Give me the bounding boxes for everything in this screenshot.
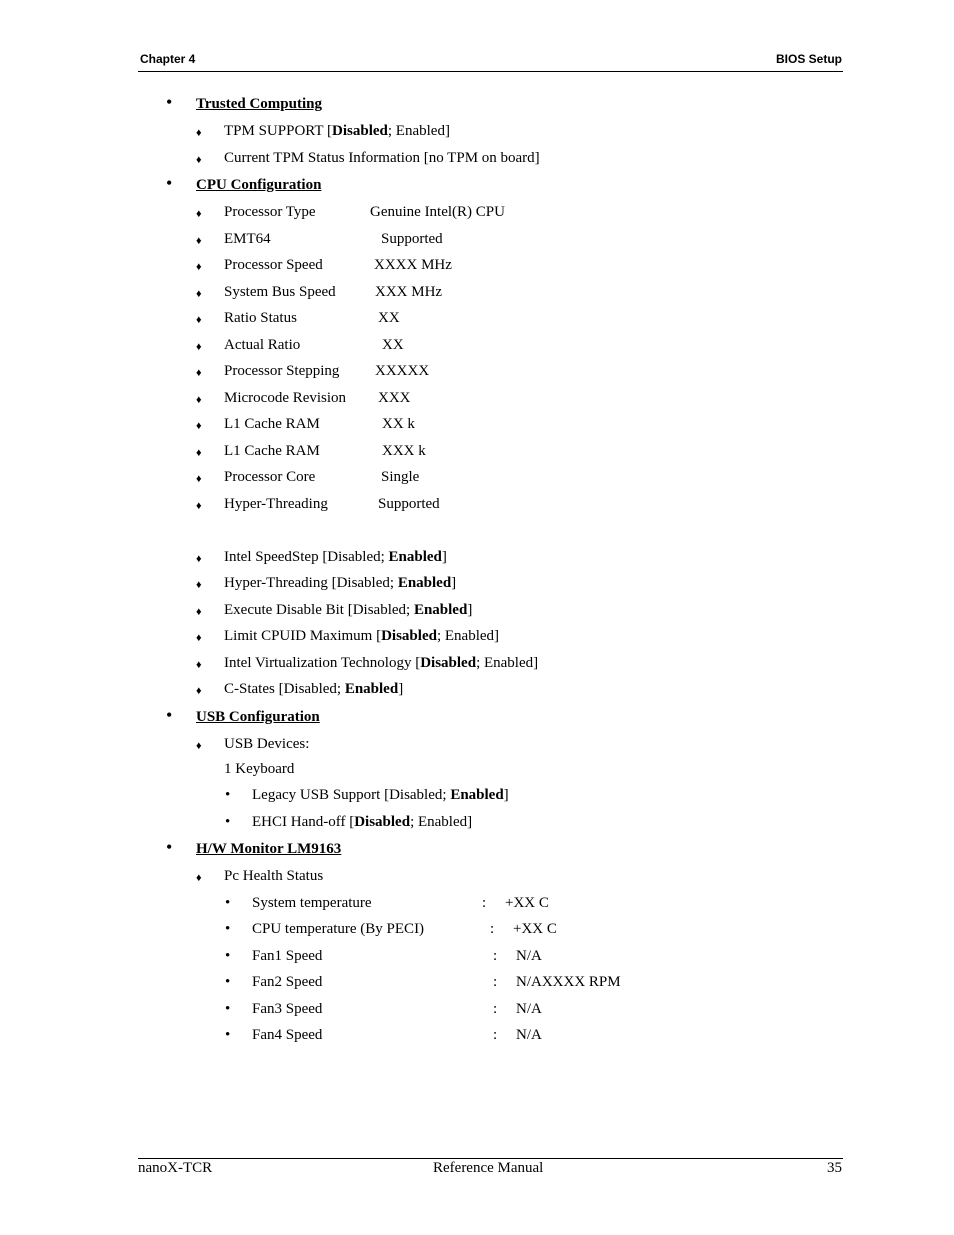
usb-legacy-option: Legacy USB Support [Disabled; Enabled] [252, 787, 509, 803]
diamond-bullet-icon: ♦ [196, 367, 202, 379]
hw-item-value: N/A [516, 1027, 542, 1043]
sub-bullet: • [225, 948, 231, 964]
cpu-info-label: EMT64 [224, 231, 271, 247]
section-title-trusted: Trusted Computing [196, 96, 322, 112]
section-bullet: • [166, 705, 173, 725]
diamond-bullet-icon: ♦ [196, 288, 202, 300]
cpu-option: Execute Disable Bit [Disabled; Enabled] [224, 602, 473, 618]
header-section: BIOS Setup [775, 52, 842, 66]
diamond-bullet-icon: ♦ [196, 872, 202, 884]
cpu-info-value: XXX [378, 390, 411, 406]
diamond-bullet-icon: ♦ [196, 473, 202, 485]
cpu-info-value: XX k [382, 416, 415, 432]
hw-item-value: N/A [516, 948, 542, 964]
hw-item-value: N/A [516, 1001, 542, 1017]
diamond-bullet-icon: ♦ [196, 579, 202, 591]
diamond-bullet-icon: ♦ [196, 447, 202, 459]
cpu-info-label: Processor Speed [224, 257, 323, 273]
diamond-bullet-icon: ♦ [196, 659, 202, 671]
footer-manual: Reference Manual [433, 1160, 544, 1176]
diamond-bullet-icon: ♦ [196, 553, 202, 565]
cpu-info-value: XXXX MHz [374, 257, 452, 273]
sub-bullet: • [225, 814, 231, 830]
diamond-bullet-icon: ♦ [196, 261, 202, 273]
diamond-bullet-icon: ♦ [196, 235, 202, 247]
diamond-bullet-icon: ♦ [196, 685, 202, 697]
usb-devices-value: 1 Keyboard [224, 761, 295, 777]
section-title-hw: H/W Monitor LM9163 [196, 841, 342, 857]
diamond-bullet-icon: ♦ [196, 314, 202, 326]
sub-bullet: • [225, 1001, 231, 1017]
cpu-info-label: Ratio Status [224, 310, 297, 326]
cpu-info-value: Genuine Intel(R) CPU [370, 204, 505, 220]
section-bullet: • [166, 837, 173, 857]
cpu-info-label: System Bus Speed [224, 284, 336, 300]
sub-bullet: • [225, 921, 231, 937]
diamond-bullet-icon: ♦ [196, 341, 202, 353]
diamond-bullet-icon: ♦ [196, 127, 202, 139]
hw-item-value: +XX C [505, 895, 549, 911]
cpu-option: Intel Virtualization Technology [Disabled; Enabled] [224, 655, 539, 671]
cpu-info-label: Hyper-Threading [224, 496, 328, 512]
page-number: 35 [827, 1160, 842, 1176]
sub-bullet: • [225, 974, 231, 990]
section-title-usb: USB Configuration [196, 709, 320, 725]
diamond-bullet-icon: ♦ [196, 208, 202, 220]
diamond-bullet-icon: ♦ [196, 154, 202, 166]
cpu-info-value: XXX MHz [375, 284, 443, 300]
header-chapter: Chapter 4 [140, 52, 196, 66]
cpu-info-value: Supported [381, 231, 443, 247]
section-bullet: • [166, 92, 173, 112]
cpu-info-label: Microcode Revision [224, 390, 347, 406]
footer-rule [138, 1158, 843, 1159]
cpu-info-value: Supported [378, 496, 440, 512]
hw-item-colon: : [493, 974, 498, 990]
cpu-option: Limit CPUID Maximum [Disabled; Enabled] [224, 628, 500, 644]
diamond-bullet-icon: ♦ [196, 740, 202, 752]
hw-item-colon: : [493, 1027, 498, 1043]
section-title-cpu: CPU Configuration [196, 177, 322, 193]
cpu-info-label: L1 Cache RAM [224, 416, 320, 432]
sub-bullet: • [225, 787, 231, 803]
hw-item-colon: : [493, 948, 498, 964]
diamond-bullet-icon: ♦ [196, 500, 202, 512]
usb-ehci-option: EHCI Hand-off [Disabled; Enabled] [252, 814, 473, 830]
cpu-option: Hyper-Threading [Disabled; Enabled] [224, 575, 457, 591]
cpu-info-label: L1 Cache RAM [224, 443, 320, 459]
hw-item-label: CPU temperature (By PECI) [252, 921, 425, 937]
diamond-bullet-icon: ♦ [196, 632, 202, 644]
hw-item-label: Fan2 Speed [252, 974, 323, 990]
tpm-support-option: TPM SUPPORT [Disabled; Enabled] [224, 123, 450, 139]
hw-item-value: N/AXXXX RPM [516, 974, 621, 990]
footer-product: nanoX-TCR [138, 1160, 213, 1176]
cpu-info-label: Processor Type [224, 204, 316, 220]
diamond-bullet-icon: ♦ [196, 394, 202, 406]
cpu-info-label: Processor Stepping [224, 363, 340, 379]
hw-item-label: Fan4 Speed [252, 1027, 323, 1043]
cpu-info-value: XX [382, 337, 404, 353]
sub-bullet: • [225, 895, 231, 911]
cpu-option: Intel SpeedStep [Disabled; Enabled] [224, 549, 447, 565]
cpu-option: C-States [Disabled; Enabled] [224, 681, 404, 697]
cpu-info-value: XXX k [382, 443, 426, 459]
hw-item-colon: : [493, 1001, 498, 1017]
cpu-info-value: XX [378, 310, 400, 326]
diamond-bullet-icon: ♦ [196, 420, 202, 432]
hw-item-label: Fan1 Speed [252, 948, 323, 964]
usb-devices-label: USB Devices: [224, 736, 310, 752]
cpu-info-label: Processor Core [224, 469, 316, 485]
diamond-bullet-icon: ♦ [196, 606, 202, 618]
cpu-info-label: Actual Ratio [224, 337, 301, 353]
tpm-status-info: Current TPM Status Information [no TPM on board] [224, 150, 540, 166]
header-rule [138, 71, 843, 72]
hw-item-colon: : [490, 921, 495, 937]
sub-bullet: • [225, 1027, 231, 1043]
pc-health-status: Pc Health Status [224, 868, 324, 884]
section-bullet: • [166, 173, 173, 193]
hw-item-colon: : [482, 895, 487, 911]
hw-item-label: Fan3 Speed [252, 1001, 323, 1017]
hw-item-value: +XX C [513, 921, 557, 937]
cpu-info-value: XXXXX [375, 363, 430, 379]
hw-item-label: System temperature [252, 895, 372, 911]
cpu-info-value: Single [381, 469, 420, 485]
